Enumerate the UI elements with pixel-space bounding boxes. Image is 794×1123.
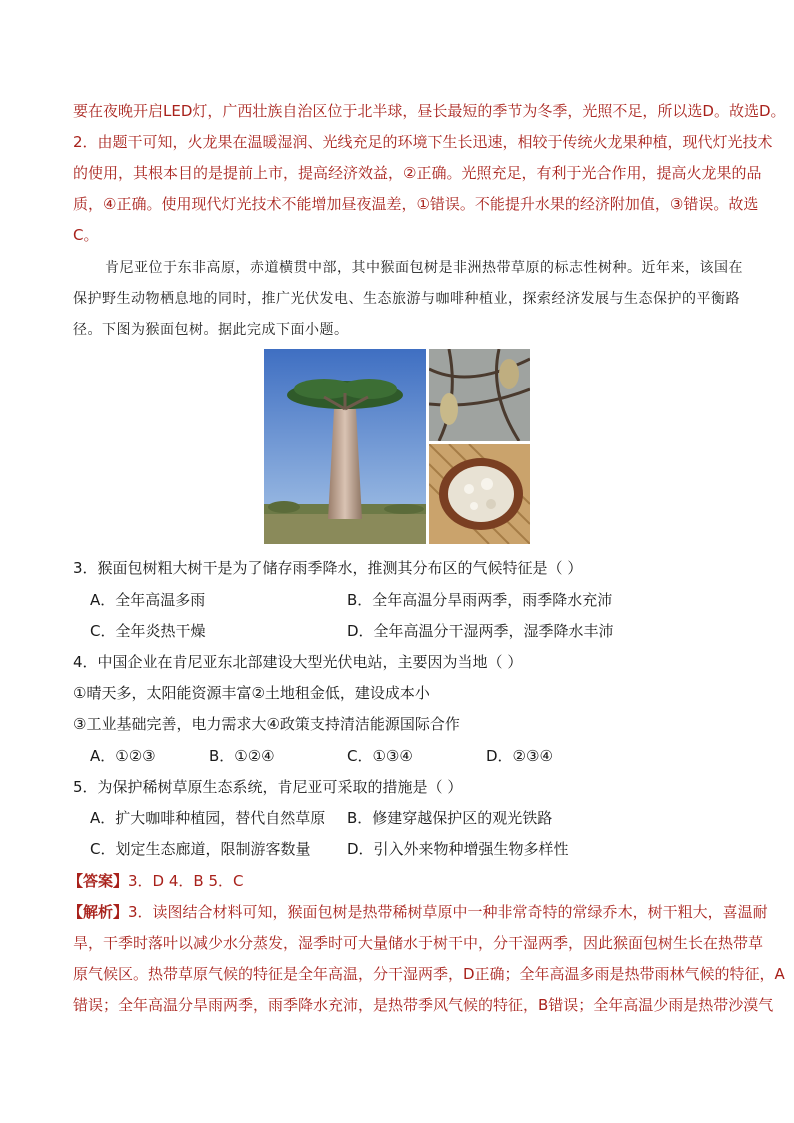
explanation-line: 2．由题干可知，火龙果在温暖湿润、光线充足的环境下生长迅速，相较于传统火龙果种植，现代灯光技术 — [73, 133, 773, 151]
baobab-tree-photo — [264, 349, 426, 544]
q3-option-d[interactable]: D．全年高温分干湿两季，湿季降水丰沛 — [347, 622, 614, 640]
explanation-line: 要在夜晚开启LED灯，广西壮族自治区位于北半球，昼长最短的季节为冬季，光照不足，所以选D。故选D。 — [73, 102, 786, 120]
question-5-stem: 5．为保护稀树草原生态系统，肯尼亚可采取的措施是（ ） — [73, 778, 463, 796]
answer-tag: 【答案】 — [68, 872, 129, 890]
analysis-line: 原气候区。热带草原气候的特征是全年高温，分干湿两季，D正确；全年高温多雨是热带雨林气候的特征，A — [73, 965, 785, 983]
baobab-fruit-photo — [429, 349, 530, 441]
analysis-line: 错误；全年高温分旱雨两季，雨季降水充沛，是热带季风气候的特征，B错误；全年高温少雨是热带沙漠气 — [73, 996, 774, 1014]
q5-option-c[interactable]: C．划定生态廊道，限制游客数量 — [90, 840, 311, 858]
q4-option-d[interactable]: D．②③④ — [486, 747, 553, 765]
analysis-line: 旱，干季时落叶以减少水分蒸发，湿季时可大量储水于树干中，分干湿两季，因此猴面包树生长在热带草 — [73, 934, 764, 952]
explanation-line: 质，④正确。使用现代灯光技术不能增加昼夜温差，①错误。不能提升水果的经济附加值，③错误。故选 — [73, 195, 759, 213]
passage-line: 径。下图为猴面包树。据此完成下面小题。 — [73, 322, 349, 338]
question-4-stem: 4．中国企业在肯尼亚东北部建设大型光伏电站，主要因为当地（ ） — [73, 653, 523, 671]
passage-line: 保护野生动物栖息地的同时，推广光伏发电、生态旅游与咖啡种植业，探索经济发展与生态保护的平衡路 — [73, 291, 740, 307]
answer-line — [68, 871, 734, 891]
analysis-tag: 【解析】 — [68, 903, 129, 921]
q4-option-a[interactable]: A．①②③ — [90, 747, 156, 765]
baobab-fruit-open-photo — [429, 444, 530, 544]
question-4-statements: ③工业基础完善，电力需求大④政策支持清洁能源国际合作 — [73, 715, 460, 733]
analysis-text: 3．读图结合材料可知，猴面包树是热带稀树草原中一种非常奇特的常绿乔木，树干粗大，喜温耐 — [128, 903, 768, 921]
q5-option-b[interactable]: B．修建穿越保护区的观光铁路 — [347, 809, 553, 827]
passage-line: 肯尼亚位于东非高原，赤道横贯中部，其中猴面包树是非洲热带草原的标志性树种。近年来，该国在 — [105, 260, 743, 276]
q5-option-a[interactable]: A．扩大咖啡种植园，替代自然草原 — [90, 809, 326, 827]
q5-option-d[interactable]: D．引入外来物种增强生物多样性 — [347, 840, 569, 858]
answer-text: 3．D 4．B 5．C — [128, 872, 244, 890]
q4-option-c[interactable]: C．①③④ — [347, 747, 413, 765]
q3-option-a[interactable]: A．全年高温多雨 — [90, 591, 206, 609]
q4-option-b[interactable]: B．①②④ — [209, 747, 275, 765]
question-3-stem: 3．猴面包树粗大树干是为了储存雨季降水，推测其分布区的气候特征是（ ） — [73, 559, 583, 577]
explanation-line: C。 — [73, 226, 99, 244]
q3-option-c[interactable]: C．全年炎热干燥 — [90, 622, 206, 640]
question-4-statements: ①晴天多，太阳能资源丰富②土地租金低，建设成本小 — [73, 684, 430, 702]
q3-option-b[interactable]: B．全年高温分旱雨两季，雨季降水充沛 — [347, 591, 613, 609]
explanation-line: 的使用，其根本目的是提前上市，提高经济效益，②正确。光照充足，有利于光合作用，提高火龙果的品 — [73, 164, 762, 182]
analysis-line — [68, 902, 768, 922]
